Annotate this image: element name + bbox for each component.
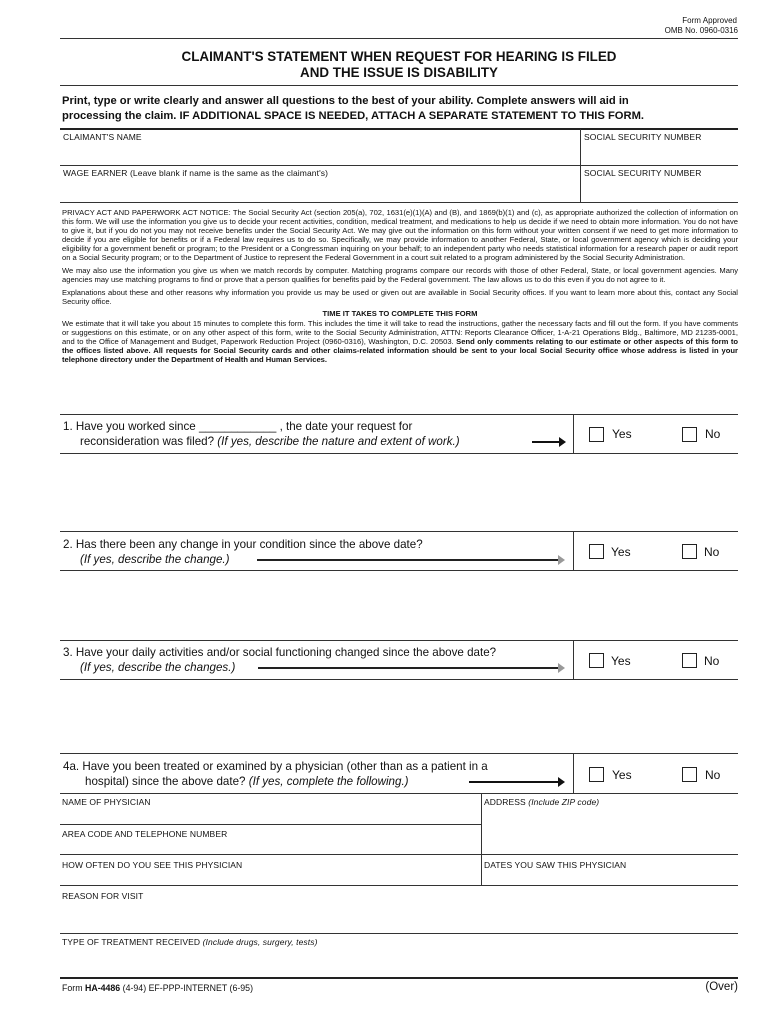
physician-phone-field[interactable]: AREA CODE AND TELEPHONE NUMBER bbox=[62, 829, 228, 839]
q4-yes-label: Yes bbox=[612, 768, 632, 782]
title-line-1: CLAIMANT'S STATEMENT WHEN REQUEST FOR HEARING IS FILED bbox=[181, 49, 617, 64]
physician-dates-field[interactable]: DATES YOU SAW THIS PHYSICIAN bbox=[484, 860, 627, 870]
title-line-2: AND THE ISSUE IS DISABILITY bbox=[300, 65, 498, 80]
top-rule bbox=[60, 38, 738, 39]
q1-arrow bbox=[532, 441, 560, 443]
time-heading: TIME IT TAKES TO COMPLETE THIS FORM bbox=[322, 309, 478, 318]
q4-hint: (If yes, complete the following.) bbox=[248, 775, 409, 788]
q1-line-1: 1. Have you worked since ____________ , the date your request for bbox=[63, 420, 413, 433]
q3-no-checkbox[interactable] bbox=[682, 653, 697, 668]
ssn-field-1[interactable]: SOCIAL SECURITY NUMBER bbox=[584, 132, 702, 142]
physician-rule-4 bbox=[60, 933, 738, 934]
fields-bottom-rule bbox=[60, 202, 738, 203]
q2-top-rule bbox=[60, 531, 738, 532]
q3-yes-label: Yes bbox=[611, 654, 631, 668]
address-label: ADDRESS bbox=[484, 797, 526, 807]
treatment-note: (Include drugs, surgery, tests) bbox=[202, 937, 318, 947]
omb-number: OMB No. 0960-0316 bbox=[664, 26, 738, 35]
q3-no-label: No bbox=[704, 654, 720, 668]
q2-no-label: No bbox=[704, 545, 720, 559]
q1-line-2 bbox=[63, 434, 460, 449]
reason-for-visit-field[interactable]: REASON FOR VISIT bbox=[62, 891, 144, 901]
time-bold-text: Send only comments relating to our estimate or other aspects of this form to the offices listed above. All requests for Social Security cards and other claims-related information should be sent to your local Social Security office whose address is listed in your telephone directory under the Department of Health and Human Services. bbox=[62, 337, 738, 364]
physician-name-field[interactable]: NAME OF PHYSICIAN bbox=[62, 797, 151, 807]
q3-arrow bbox=[258, 667, 559, 669]
physician-rule-2 bbox=[60, 854, 738, 855]
q2-yes-checkbox[interactable] bbox=[589, 544, 604, 559]
privacy-notice bbox=[62, 208, 738, 364]
q1-text: reconsideration was filed? bbox=[80, 435, 215, 448]
form-approved: Form Approved bbox=[682, 16, 737, 25]
question-3 bbox=[63, 645, 496, 675]
q1-hint: (If yes, describe the nature and extent of work.) bbox=[217, 435, 460, 448]
q1-no-label: No bbox=[705, 427, 721, 441]
treatment-label: TYPE OF TREATMENT RECEIVED bbox=[62, 937, 201, 947]
q1-divider bbox=[573, 415, 574, 453]
privacy-paragraph: PRIVACY ACT AND PAPERWORK ACT NOTICE: The Social Security Act (section 205(a), 702, 1631(e)(1)(A) and (B), and 1869(b)(1) and (c), as appropriate authorized the collection of information on this form. We will use the information you give us to decide your recent activities, condition, medical treatment, and medications to help us decide if we need to obtain more information. You do not have to give it, but if you do not you may not receive benefits under the Social Security Act. We may give out the information on this form without your written consent if we need to get more information to decide if you are eligible for benefits or if a Federal law requires us to do so. Specifically, we may provide information to another Federal, State, or local government agency which is deciding your eligibility for a government benefit or program; to the President or a Congressman inquiring on your behalf; to an independent party who needs statistical information for a research paper or audit report on a Social Security program; or to the Department of Justice to represent the Federal Government in a court suit related to a program administered by the Social Security Administration. bbox=[62, 208, 738, 262]
q4-no-checkbox[interactable] bbox=[682, 767, 697, 782]
q3-top-rule bbox=[60, 640, 738, 641]
q1-bottom-rule bbox=[60, 453, 738, 454]
q4-no-label: No bbox=[705, 768, 721, 782]
wage-earner-field[interactable]: WAGE EARNER (Leave blank if name is the same as the claimant's) bbox=[63, 168, 329, 178]
address-note: (Include ZIP code) bbox=[528, 797, 600, 807]
q4-yes-checkbox[interactable] bbox=[589, 767, 604, 782]
question-2 bbox=[63, 537, 423, 567]
time-text: We estimate that it will take you about 15 minutes to complete this form. This includes the time it will take to read the instructions, gather the necessary facts and fill out the form. If you have comments or suggestions on this estimate, or on any other aspect of this form, write to the Social Security Administration, ATTN: Reports Clearance Officer, 1-A-21 Operations Bldg., Baltimore, MD 21235-0001, and to the Office of Management and Budget, Paperwork Reduction Project (0960-0316), Washington, D.C. 20503. bbox=[62, 319, 738, 346]
form-id: HA-4486 bbox=[84, 983, 121, 993]
time-paragraph bbox=[62, 319, 738, 364]
matching-paragraph: We may also use the information you give us when we match records by computer. Matching programs compare our records with those of other Federal, State, or local government agencies. Many agencies may use matching programs to find or prove that a person qualifies for benefits paid by the Federal government. The law allows us to do this even if you do not agree to it. bbox=[62, 266, 738, 284]
q3-line-1: 3. Have your daily activities and/or social functioning changed since the above date? bbox=[63, 646, 497, 659]
physician-divider bbox=[481, 794, 482, 885]
title-rule bbox=[60, 85, 738, 86]
q3-divider bbox=[573, 641, 574, 679]
q1-yes-label: Yes bbox=[612, 427, 632, 441]
form-prefix: Form bbox=[62, 983, 83, 993]
q2-line-1: 2. Has there been any change in your condition since the above date? bbox=[63, 538, 423, 551]
q1-top-rule bbox=[60, 414, 738, 415]
q2-yes-label: Yes bbox=[611, 545, 631, 559]
q1-yes-checkbox[interactable] bbox=[589, 427, 604, 442]
ssn-field-2[interactable]: SOCIAL SECURITY NUMBER bbox=[584, 168, 702, 178]
form-number bbox=[62, 983, 253, 993]
q2-arrow bbox=[257, 559, 559, 561]
instructions-line-2: processing the claim. IF ADDITIONAL SPACE IS NEEDED, ATTACH A SEPARATE STATEMENT TO THIS FORM. bbox=[62, 110, 644, 122]
q4-text: hospital) since the above date? bbox=[85, 775, 246, 788]
q3-hint: (If yes, describe the changes.) bbox=[80, 661, 236, 674]
q2-hint: (If yes, describe the change.) bbox=[80, 553, 230, 566]
q4-divider bbox=[573, 754, 574, 793]
page-title bbox=[60, 49, 738, 81]
q4-arrow bbox=[469, 781, 559, 783]
treatment-field[interactable] bbox=[62, 937, 318, 947]
q2-no-checkbox[interactable] bbox=[682, 544, 697, 559]
q4-line-1: 4a. Have you been treated or examined by a physician (other than as a patient in a bbox=[63, 760, 488, 773]
physician-frequency-field[interactable]: HOW OFTEN DO YOU SEE THIS PHYSICIAN bbox=[62, 860, 243, 870]
fields-top-rule bbox=[60, 128, 738, 130]
q4-top-rule bbox=[60, 753, 738, 754]
claimant-name-field[interactable]: CLAIMANT'S NAME bbox=[63, 132, 142, 142]
fields-mid-rule bbox=[60, 165, 738, 166]
physician-rule-3 bbox=[60, 885, 738, 886]
instructions-line-1: Print, type or write clearly and answer all questions to the best of your ability. Complete answers will aid in bbox=[62, 95, 629, 107]
form-revision: (4-94) EF-PPP-INTERNET (6-95) bbox=[122, 983, 254, 993]
over-label: (Over) bbox=[705, 981, 738, 993]
q1-no-checkbox[interactable] bbox=[682, 427, 697, 442]
q2-divider bbox=[573, 532, 574, 570]
q4-bottom-rule bbox=[60, 793, 738, 794]
physician-address-field[interactable] bbox=[484, 797, 599, 807]
q2-bottom-rule bbox=[60, 570, 738, 571]
physician-rule-1 bbox=[60, 824, 481, 825]
q3-bottom-rule bbox=[60, 679, 738, 680]
explanations-paragraph: Explanations about these and other reasons why information you provide us may be used or given out are available in Social Security offices. If you want to learn more about this, contact any Social Security office. bbox=[62, 288, 738, 306]
instructions bbox=[62, 94, 738, 124]
question-1 bbox=[63, 419, 460, 449]
footer-rule bbox=[60, 977, 738, 979]
q3-yes-checkbox[interactable] bbox=[589, 653, 604, 668]
question-4a bbox=[63, 759, 488, 789]
q4-line-2 bbox=[63, 774, 488, 789]
